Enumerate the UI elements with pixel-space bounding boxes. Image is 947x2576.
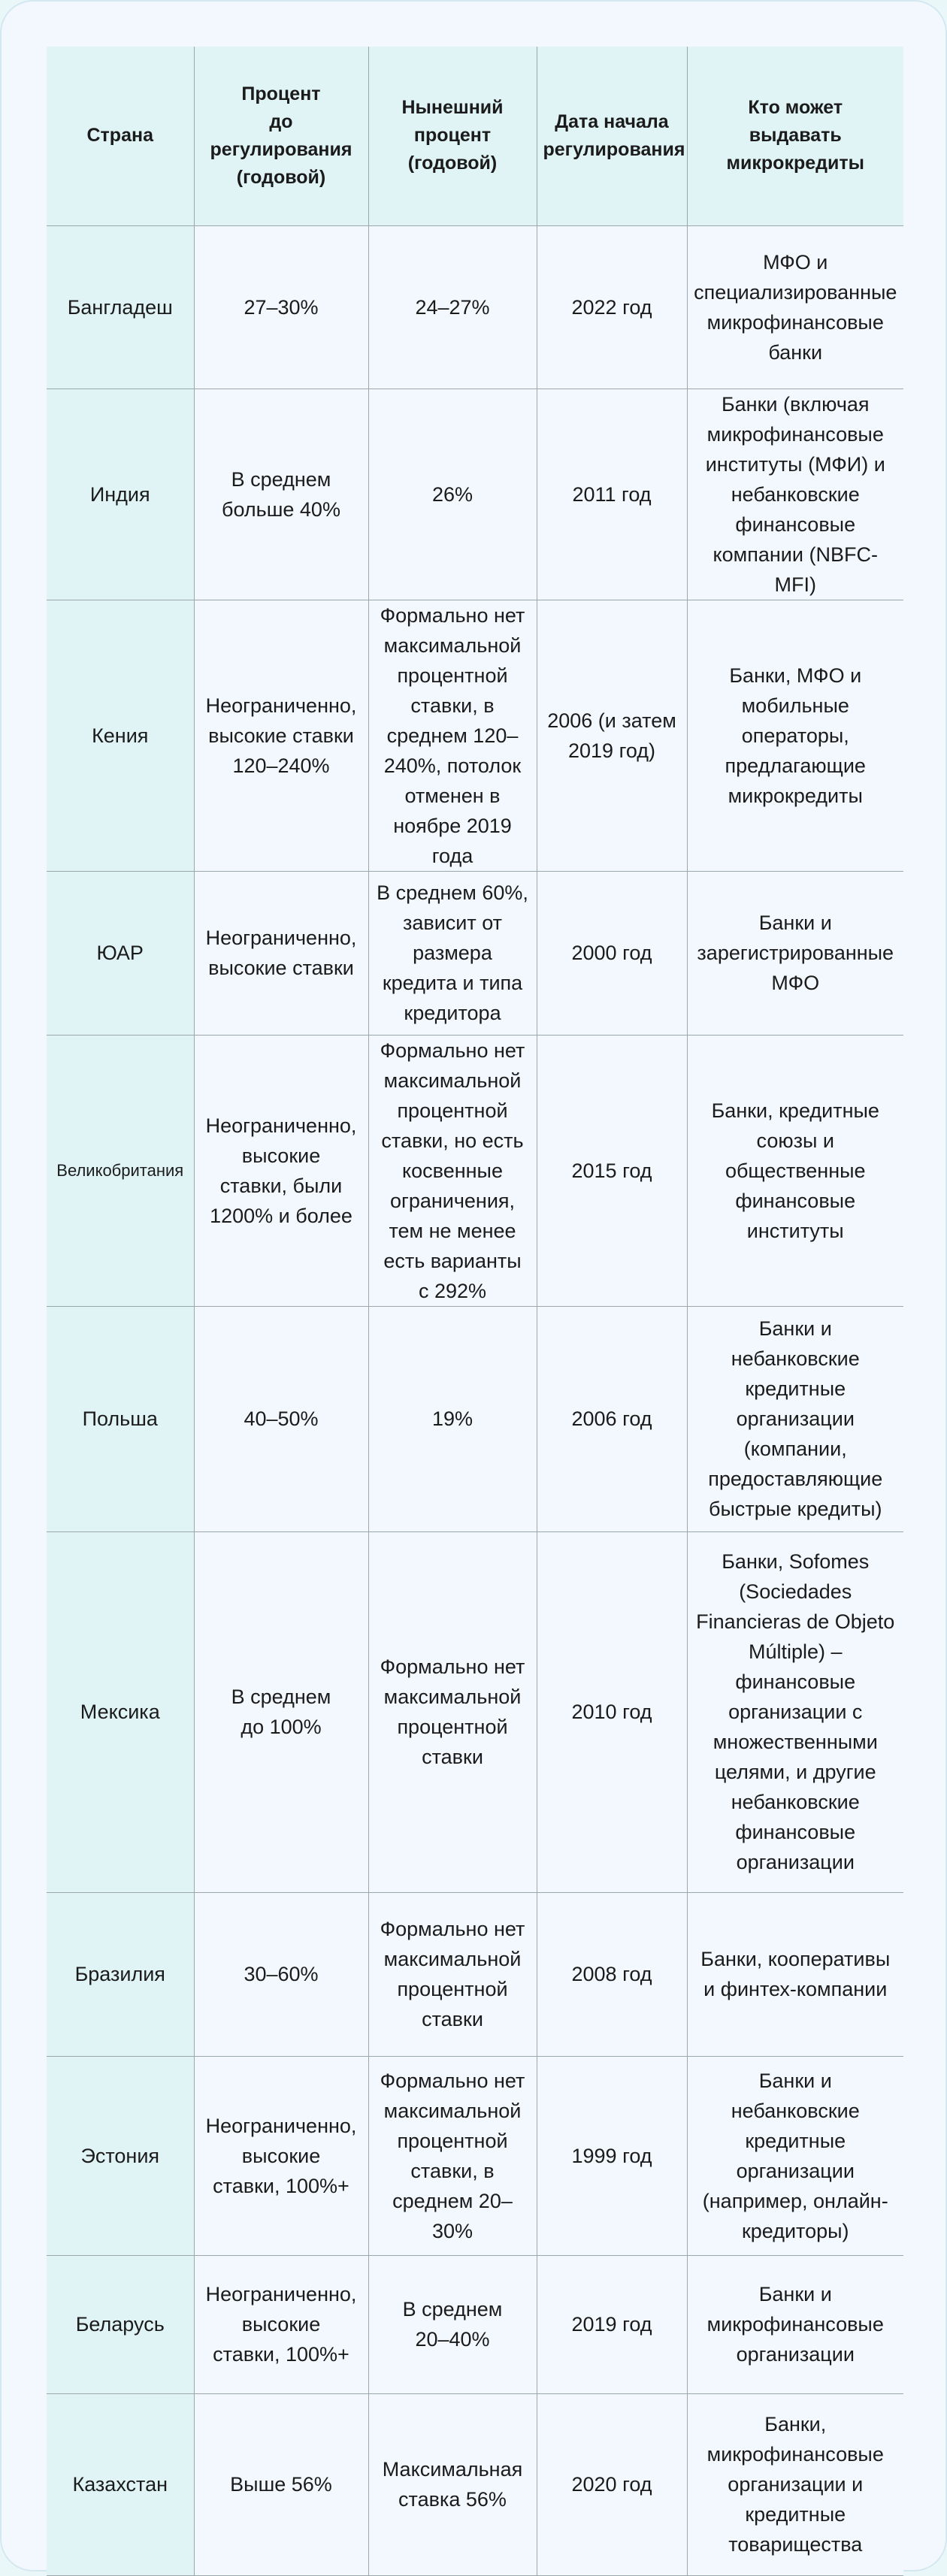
who-can-issue-cell: Банки и зарегистрированные МФО xyxy=(687,871,903,1035)
who-can-issue-cell: МФО и специализированные микрофинансовые банки xyxy=(687,225,903,389)
table-row xyxy=(47,2393,903,2575)
regulation-date-cell: 2000 год xyxy=(537,871,687,1035)
who-can-issue-cell: Банки, кооперативы и финтех-компании xyxy=(687,1892,903,2056)
rate-before-cell: 30–60% xyxy=(194,1892,368,2056)
country-cell: Казахстан xyxy=(47,2393,194,2575)
rate-before-cell: Неограниченно, высокие ставки 120–240% xyxy=(194,600,368,871)
regulation-date-cell: 2022 год xyxy=(537,225,687,389)
rate-now-cell: Формально нет максимальной процентной ставки xyxy=(368,1531,537,1892)
table-header-row xyxy=(47,47,903,225)
who-can-issue-cell: Банки и микрофинансовые организации xyxy=(687,2255,903,2393)
rate-before-cell: 27–30% xyxy=(194,225,368,389)
header-regulation-date: Дата начала регулирования xyxy=(537,47,687,225)
table-row xyxy=(47,1531,903,1892)
table-row xyxy=(47,225,903,389)
country-cell: Индия xyxy=(47,389,194,600)
rate-now-cell: Формально нет максимальной процентной ставки, в среднем 120– 240%, потолок отменен в ноябре 2019 года xyxy=(368,600,537,871)
country-cell: Бразилия xyxy=(47,1892,194,2056)
rate-now-cell: В среднем 60%, зависит от размера кредита и типа кредитора xyxy=(368,871,537,1035)
regulation-date-cell: 2010 год xyxy=(537,1531,687,1892)
country-cell: Кения xyxy=(47,600,194,871)
who-can-issue-cell: Банки, микрофинансовые организации и кредитные товарищества xyxy=(687,2393,903,2575)
rate-before-cell: Неограниченно, высокие ставки, были 1200% и более xyxy=(194,1035,368,1306)
regulation-date-cell: 2006 год xyxy=(537,1306,687,1531)
header-rate-before: Процент до регулирования (годовой) xyxy=(194,47,368,225)
rate-before-cell: Неограниченно, высокие ставки xyxy=(194,871,368,1035)
table-row xyxy=(47,1306,903,1531)
who-can-issue-cell: Банки (включая микрофинансовые институты (МФИ) и небанковские финансовые компании (NBFC-MFI) xyxy=(687,389,903,600)
country-cell: Великобритания xyxy=(47,1035,194,1306)
header-country: Страна xyxy=(47,47,194,225)
regulation-date-cell: 2019 год xyxy=(537,2255,687,2393)
country-cell: Мексика xyxy=(47,1531,194,1892)
rate-before-cell: Неограниченно, высокие ставки, 100%+ xyxy=(194,2056,368,2255)
rate-now-cell: Формально нет максимальной процентной ставки, но есть косвенные ограничения, тем не менее есть варианты с 292% xyxy=(368,1035,537,1306)
country-cell: Беларусь xyxy=(47,2255,194,2393)
who-can-issue-cell: Банки и небанковские кредитные организации (например, онлайн- кредиторы) xyxy=(687,2056,903,2255)
who-can-issue-cell: Банки, кредитные союзы и общественные финансовые институты xyxy=(687,1035,903,1306)
country-cell: Польша xyxy=(47,1306,194,1531)
rate-before-cell: В среднем больше 40% xyxy=(194,389,368,600)
rate-now-cell: Формально нет максимальной процентной ставки xyxy=(368,1892,537,2056)
country-cell: ЮАР xyxy=(47,871,194,1035)
rate-before-cell: Неограниченно, высокие ставки, 100%+ xyxy=(194,2255,368,2393)
regulation-date-cell: 1999 год xyxy=(537,2056,687,2255)
rate-now-cell: 24–27% xyxy=(368,225,537,389)
rate-before-cell: В среднем до 100% xyxy=(194,1531,368,1892)
table-row xyxy=(47,1892,903,2056)
table-row xyxy=(47,2056,903,2255)
who-can-issue-cell: Банки, МФО и мобильные операторы, предлагающие микрокредиты xyxy=(687,600,903,871)
microcredit-regulation-table xyxy=(47,47,903,2576)
who-can-issue-cell: Банки и небанковские кредитные организации (компании, предоставляющие быстрые кредиты) xyxy=(687,1306,903,1531)
regulation-date-cell: 2006 (и затем 2019 год) xyxy=(537,600,687,871)
country-cell: Эстония xyxy=(47,2056,194,2255)
regulation-date-cell: 2015 год xyxy=(537,1035,687,1306)
table-row xyxy=(47,389,903,600)
rate-now-cell: Максимальная ставка 56% xyxy=(368,2393,537,2575)
rate-before-cell: 40–50% xyxy=(194,1306,368,1531)
regulation-date-cell: 2008 год xyxy=(537,1892,687,2056)
rate-now-cell: 19% xyxy=(368,1306,537,1531)
regulation-date-cell: 2020 год xyxy=(537,2393,687,2575)
rate-now-cell: В среднем 20–40% xyxy=(368,2255,537,2393)
table-row xyxy=(47,1035,903,1306)
rate-now-cell: 26% xyxy=(368,389,537,600)
who-can-issue-cell: Банки, Sofomes (Sociedades Financieras de Objeto Múltiple) – финансовые организации с множественными целями, и другие небанковские финансовые организации xyxy=(687,1531,903,1892)
table-row xyxy=(47,600,903,871)
regulation-date-cell: 2011 год xyxy=(537,389,687,600)
country-cell: Бангладеш xyxy=(47,225,194,389)
header-rate-now: Нынешний процент (годовой) xyxy=(368,47,537,225)
table-row xyxy=(47,871,903,1035)
rate-before-cell: Выше 56% xyxy=(194,2393,368,2575)
header-who-can-issue: Кто может выдавать микрокредиты xyxy=(687,47,903,225)
rate-now-cell: Формально нет максимальной процентной ставки, в среднем 20– 30% xyxy=(368,2056,537,2255)
table-row xyxy=(47,2255,903,2393)
